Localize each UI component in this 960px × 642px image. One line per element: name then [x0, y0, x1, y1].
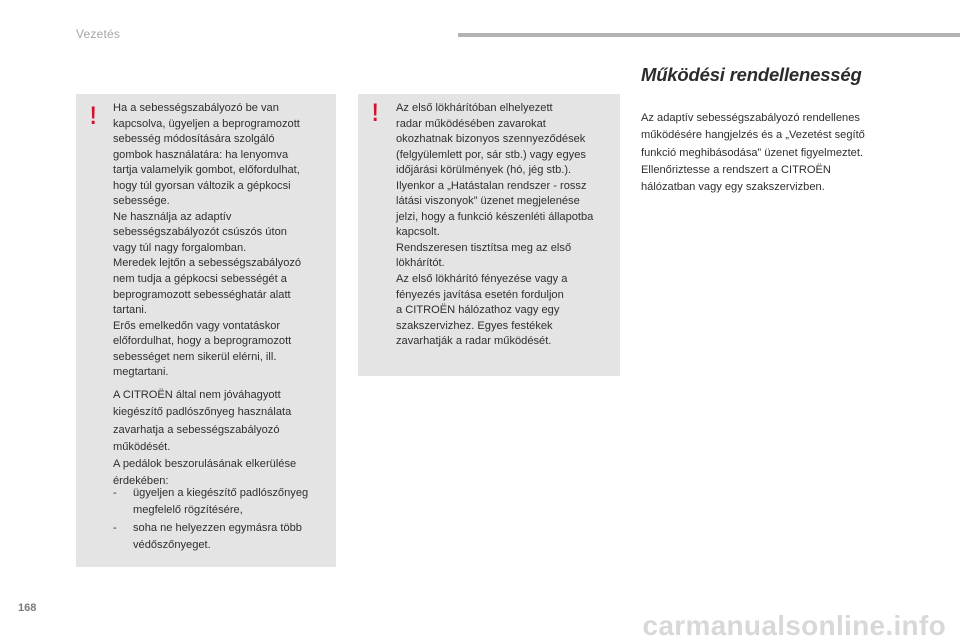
text-line: A pedálok beszorulásának elkerülése	[113, 458, 297, 471]
left-box-paragraph-1	[113, 101, 301, 381]
watermark: carmanualsonline.info	[642, 610, 946, 641]
text-line: sebesség módosítására szolgáló	[113, 133, 275, 146]
text-line: kapcsolt.	[396, 226, 440, 239]
text-line: kapcsolva, ügyeljen a beprogramozott	[113, 117, 300, 130]
text-line: fényezés javítása esetén forduljon	[396, 288, 564, 301]
text-line: (felgyülemlett por, sár stb.) vagy egyes	[396, 148, 586, 161]
warning-icon: !	[89, 102, 97, 130]
list-item	[113, 485, 308, 520]
list-item	[113, 520, 308, 555]
warning-icon: !	[371, 99, 379, 127]
text-line: sebességszabályozót csúszós úton	[113, 226, 287, 239]
text-line: működésére hangjelzés és a „Vezetést segítő	[641, 129, 865, 142]
text-line: szakszervizhez. Egyes festékek	[396, 319, 553, 332]
section-heading: Működési rendellenesség	[641, 64, 862, 85]
right-section-paragraph	[641, 110, 865, 196]
text-line: Ellenőriztesse a rendszert a CITROËN	[641, 163, 831, 176]
text-line: zavarhatják a radar működését.	[396, 335, 552, 348]
text-line: Meredek lejtőn a sebességszabályozó	[113, 257, 302, 270]
text-line: kiegészítő padlószőnyeg használata	[113, 406, 292, 419]
text-line: Rendszeresen tisztítsa meg az első	[396, 241, 572, 254]
text-line: jelzi, hogy a funkció készenléti állapotba	[396, 210, 594, 223]
text-line: Az első lökhárítóban elhelyezett	[396, 102, 553, 114]
text-line: előfordulhat, hogy a beprogramozott	[113, 335, 292, 348]
text-line: sebességet nem sikerül elérni, ill.	[113, 350, 277, 363]
page-number: 168	[18, 602, 37, 614]
text-line: Ha a sebességszabályozó be van	[113, 102, 279, 114]
text-line: Az adaptív sebességszabályozó rendellenes	[641, 112, 860, 124]
text-line: zavarhatja a sebességszabályozó	[113, 423, 280, 436]
text-line: Az első lökhárító fényezése vagy a	[396, 273, 568, 286]
text-line: hálózatban vagy egy szakszervizben.	[641, 181, 825, 194]
text-line: érdekében:	[113, 475, 169, 488]
text-line: Ilyenkor a „Hatástalan rendszer - rossz	[396, 179, 587, 192]
text-line: megtartani.	[113, 366, 169, 379]
chapter-bar	[458, 33, 960, 37]
left-box-paragraph-2	[113, 387, 296, 491]
list-item-text: soha ne helyezzen egymásra több	[133, 521, 302, 534]
text-line: tartja valamelyik gombot, előfordulhat,	[113, 164, 300, 177]
text-line: A CITROËN által nem jóváhagyott	[113, 389, 281, 401]
text-line: vagy túl nagy forgalomban.	[113, 241, 247, 254]
text-line: gombok használatára: ha lenyomva	[113, 148, 289, 161]
left-box-list	[113, 485, 308, 554]
text-line: radar működésében zavarokat	[396, 117, 546, 130]
text-line: sebessége.	[113, 195, 170, 208]
text-line: hogy túl gyorsan változik a gépkocsi	[113, 179, 291, 192]
list-dash: -	[113, 487, 117, 499]
list-item-text: megfelelő rögzítésére,	[133, 504, 243, 517]
text-line: látási viszonyok” üzenet megjelenése	[396, 195, 580, 208]
text-line: funkció meghibásodása” üzenet figyelmeztet.	[641, 146, 863, 159]
text-line: nem tudja a gépkocsi sebességét a	[113, 273, 287, 286]
text-line: időjárási körülmények (hó, jég stb.).	[396, 164, 572, 177]
list-dash: -	[113, 521, 117, 534]
chapter-title: Vezetés	[76, 27, 121, 41]
text-line: okozhatnak bizonyos szennyeződések	[396, 133, 586, 146]
text-line: beprogramozott sebességhatár alatt	[113, 288, 291, 301]
text-line: lökhárítót.	[396, 257, 445, 270]
text-line: Erős emelkedőn vagy vontatáskor	[113, 319, 281, 332]
text-line: Ne használja az adaptív	[113, 210, 232, 223]
text-line: működését.	[113, 440, 171, 453]
middle-box-paragraph	[396, 101, 593, 350]
text-line: a CITROËN hálózathoz vagy egy	[396, 304, 560, 317]
list-item-text: védőszőnyeget.	[133, 538, 211, 551]
text-line: tartani.	[113, 304, 147, 317]
list-item-text: ügyeljen a kiegészítő padlószőnyeg	[133, 487, 309, 499]
